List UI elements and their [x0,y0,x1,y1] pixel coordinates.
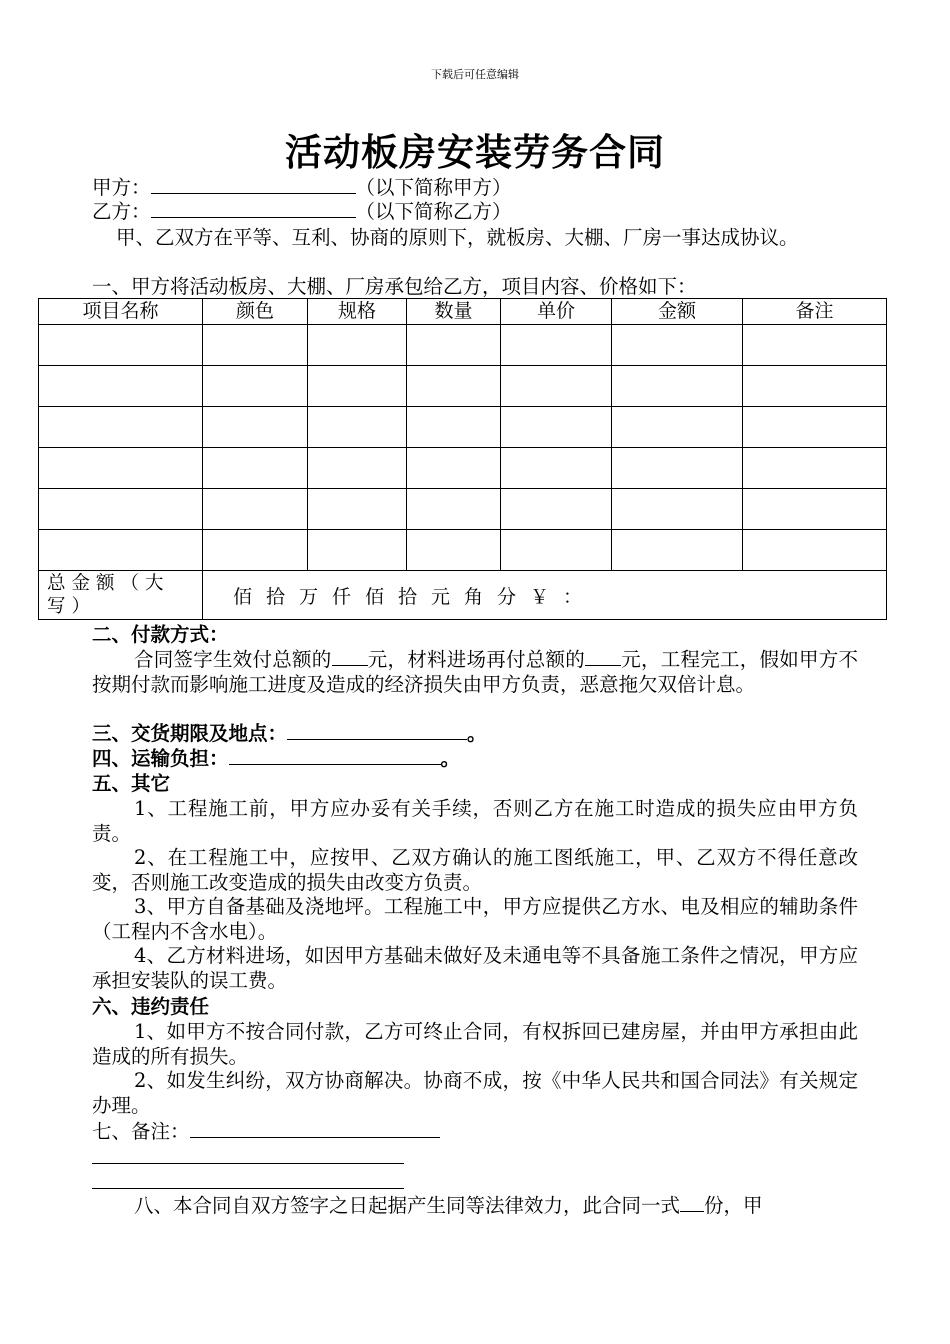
table-cell[interactable] [308,489,407,530]
total-amount-label: 总金额（大写） [39,571,203,620]
section-6-item: 1、如甲方不按合同付款，乙方可终止合同，有权拆回已建房屋，并由甲方承担由此造成的所有损失。 [92,1020,858,1068]
table-row [39,489,887,530]
payment-blank-1 [332,647,368,666]
table-cell[interactable] [407,448,501,489]
table-cell[interactable] [203,407,308,448]
section-5-item: 2、在工程施工中，应按甲、乙双方确认的施工图纸施工，甲、乙双方不得任意改变，否则施工改变造成的损失由改变方负责。 [92,846,858,894]
table-row [39,530,887,571]
party-b-suffix: （以下简称乙方） [355,200,512,223]
section-3-end: 。 [467,722,487,745]
section-4-end: 。 [440,747,461,770]
copies-blank [680,1193,704,1212]
section-7-line [92,1119,440,1144]
table-cell[interactable] [612,407,743,448]
section-1-text: 一、甲方将活动板房、大棚、厂房承包给乙方，项目内容、价格如下： [92,275,697,298]
table-cell[interactable] [39,448,203,489]
table-cell[interactable] [743,489,887,530]
table-cell[interactable] [407,366,501,407]
header-color: 颜色 [203,299,308,325]
section-3-line [92,721,487,746]
total-row [39,571,887,620]
table-cell[interactable] [39,366,203,407]
section-4-line [92,746,460,771]
header-remarks: 备注 [743,299,887,325]
table-cell[interactable] [39,325,203,366]
document-title: 活动板房安装劳务合同 [285,130,665,174]
header-quantity: 数量 [407,299,501,325]
table-cell[interactable] [501,407,612,448]
section-2-heading: 二、付款方式： [92,623,229,646]
table-cell[interactable] [612,366,743,407]
table-header-row [39,299,887,325]
table-cell[interactable] [39,407,203,448]
header-unit-price: 单价 [501,299,612,325]
section-8-text-1: 八、本合同自双方签字之日起据产生同等法律效力，此合同一式 [134,1194,681,1217]
section-7-heading: 七、备注： [92,1120,190,1143]
table-cell[interactable] [203,489,308,530]
table-cell[interactable] [501,530,612,571]
section-4-heading: 四、运输负担： [92,747,229,770]
total-amount-value[interactable]: 佰拾万仟佰拾元角分￥： [203,571,887,620]
table-cell[interactable] [203,448,308,489]
table-cell[interactable] [407,489,501,530]
payment-text-2: 元，材料进场再付总额的 [367,648,585,671]
party-a-suffix: （以下简称甲方） [355,176,512,199]
table-cell[interactable] [612,325,743,366]
remarks-blank [190,1119,440,1138]
table-row [39,407,887,448]
table-cell[interactable] [39,530,203,571]
section-5-item: 1、工程施工前，甲方应办妥有关手续，否则乙方在施工时造成的损失应由甲方负责。 [92,797,858,845]
payment-blank-2 [585,647,621,666]
section-5-item: 3、甲方自备基础及浇地坪。工程施工中，甲方应提供乙方水、电及相应的辅助条件（工程内不含水电）。 [92,895,858,943]
section-5-heading: 五、其它 [92,772,171,795]
remarks-line [92,1163,404,1164]
table-cell[interactable] [743,366,887,407]
payment-text-3: 元，工程完工，假如甲方不按期付款而影响施工进度及造成的经济损失由甲方负责，恶意拖欠双倍计息。 [92,648,858,696]
table-cell[interactable] [308,407,407,448]
table-cell[interactable] [612,489,743,530]
table-cell[interactable] [501,325,612,366]
table-cell[interactable] [501,489,612,530]
section-6-heading: 六、违约责任 [92,995,210,1018]
transport-blank [229,746,441,765]
table-cell[interactable] [308,325,407,366]
table-cell[interactable] [743,448,887,489]
payment-text-1: 合同签字生效付总额的 [134,648,332,671]
section-6-item: 2、如发生纠纷，双方协商解决。协商不成，按《中华人民共和国合同法》有关规定办理。 [92,1069,858,1117]
party-a-label: 甲方： [92,176,151,199]
table-cell[interactable] [39,489,203,530]
section-8-text-2: 份，甲 [704,1194,763,1217]
table-cell[interactable] [308,448,407,489]
party-a-line [92,175,512,200]
items-table [38,298,887,620]
table-cell[interactable] [407,530,501,571]
table-cell[interactable] [203,366,308,407]
section-2-paragraph [92,647,858,697]
delivery-blank [287,721,467,740]
table-cell[interactable] [407,407,501,448]
intro-paragraph: 甲、乙双方在平等、互利、协商的原则下，就板房、大棚、厂房一事达成协议。 [116,226,799,249]
table-cell[interactable] [203,530,308,571]
table-cell[interactable] [743,325,887,366]
header-item-name: 项目名称 [39,299,203,325]
party-a-blank [151,175,356,194]
section-3-heading: 三、交货期限及地点： [92,722,288,745]
header-note: 下载后可任意编辑 [431,68,519,81]
table-row [39,366,887,407]
header-amount: 金额 [612,299,743,325]
section-5-item: 4、乙方材料进场，如因甲方基础未做好及未通电等不具备施工条件之情况，甲方应承担安装队的误工费。 [92,944,858,992]
table-cell[interactable] [308,366,407,407]
table-cell[interactable] [203,325,308,366]
party-b-blank [151,199,356,218]
table-cell[interactable] [612,448,743,489]
section-8-paragraph [92,1193,858,1218]
table-cell[interactable] [501,448,612,489]
table-cell[interactable] [407,325,501,366]
header-spec: 规格 [308,299,407,325]
table-cell[interactable] [612,530,743,571]
table-cell[interactable] [501,366,612,407]
remarks-line [92,1188,404,1189]
party-b-label: 乙方： [92,200,151,223]
table-row [39,448,887,489]
table-cell[interactable] [308,530,407,571]
table-cell[interactable] [743,530,887,571]
party-b-line [92,199,512,224]
table-row [39,325,887,366]
table-cell[interactable] [743,407,887,448]
